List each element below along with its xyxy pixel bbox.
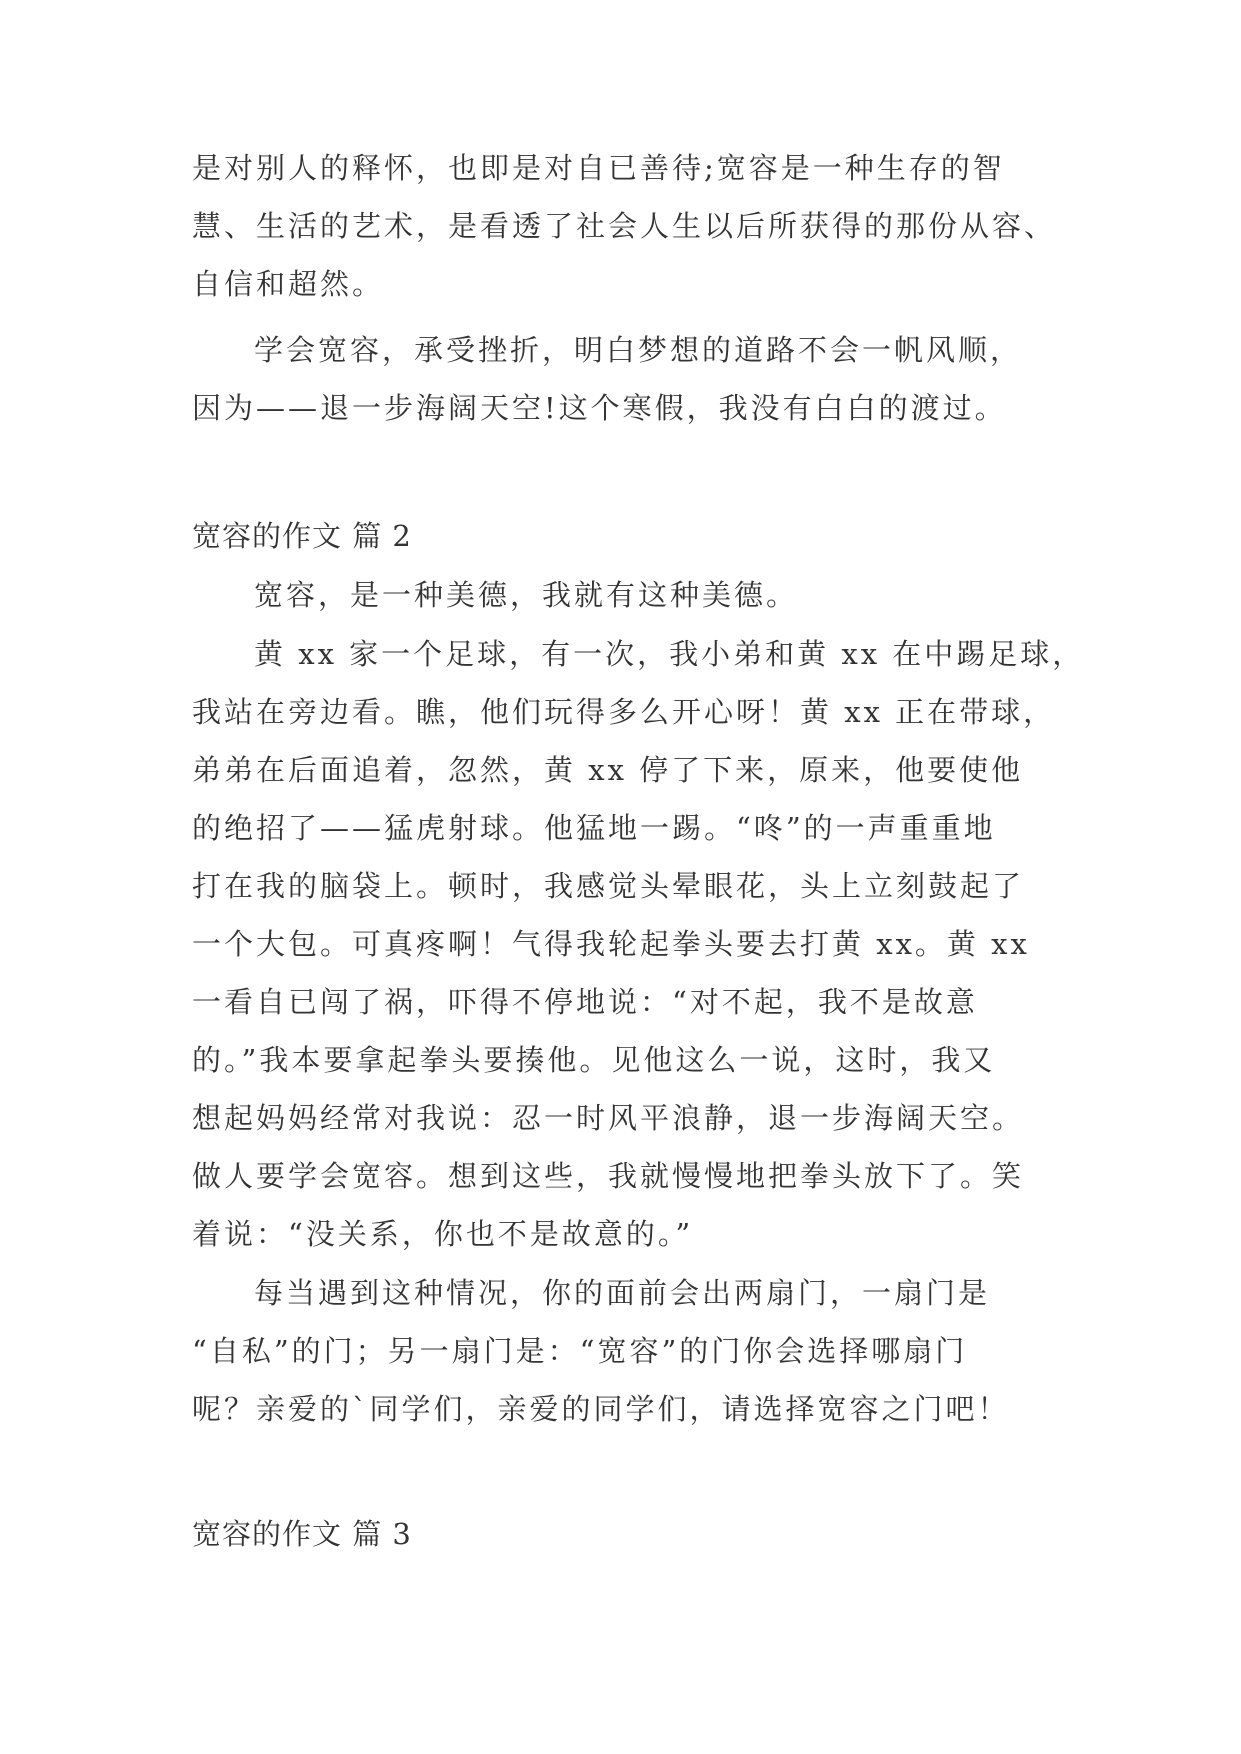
paragraph-line: 我站在旁边看。瞧，他们玩得多么开心呀！黄 xx 正在带球， (192, 695, 1056, 729)
paragraph-line: 宽容，是一种美德，我就有这种美德。 (254, 578, 799, 612)
paragraph-line: 慧、生活的艺术，是看透了社会人生以后所获得的那份从容、 (192, 209, 1057, 243)
paragraph-line: 学会宽容，承受挫折，明白梦想的道路不会一帆风顺， (254, 333, 1023, 367)
paragraph-line: 弟弟在后面追着，忽然，黄 xx 停了下来，原来，他要使他 (192, 753, 1024, 787)
section-heading: 宽容的作文 篇 2 (192, 519, 412, 553)
paragraph-line: 因为——退一步海阔天空!这个寒假，我没有白白的渡过。 (192, 391, 1007, 425)
paragraph-line: 自信和超然。 (192, 267, 385, 301)
paragraph-line: 的。”我本要拿起拳头要揍他。见他这么一说，这时，我又 (192, 1043, 996, 1077)
paragraph-line: 打在我的脑袋上。顿时，我感觉头晕眼花，头上立刻鼓起了 (192, 869, 1025, 903)
paragraph-line: 呢？亲爱的`同学们，亲爱的同学们，请选择宽容之门吧！ (192, 1392, 1010, 1426)
paragraph-line: 每当遇到这种情况，你的面前会出两扇门，一扇门是 (254, 1276, 991, 1310)
paragraph-line: 黄 xx 家一个足球，有一次，我小弟和黄 xx 在中踢足球， (254, 637, 1085, 671)
paragraph-line: 一看自已闯了祸，吓得不停地说：“对不起，我不是故意 (192, 985, 978, 1019)
text-column (192, 0, 1085, 1754)
section-heading: 宽容的作文 篇 3 (192, 1517, 412, 1551)
paragraph-line: 做人要学会宽容。想到这些，我就慢慢地把拳头放下了。笑 (192, 1159, 1025, 1193)
paragraph-line: 想起妈妈经常对我说：忍一时风平浪静，退一步海阔天空。 (192, 1101, 1025, 1135)
paragraph-line: 的绝招了——猛虎射球。他猛地一踢。“咚”的一声重重地 (192, 811, 996, 845)
paragraph-line: “自私”的门；另一扇门是：“宽容”的门你会选择哪扇门 (192, 1334, 968, 1368)
paragraph-line: 一个大包。可真疼啊！气得我轮起拳头要去打黄 xx。黄 xx (192, 927, 1030, 961)
paragraph-line: 是对别人的释怀，也即是对自已善待;宽容是一种生存的智 (192, 151, 1005, 185)
paragraph-line: 着说：“没关系，你也不是故意的。” (192, 1217, 694, 1251)
